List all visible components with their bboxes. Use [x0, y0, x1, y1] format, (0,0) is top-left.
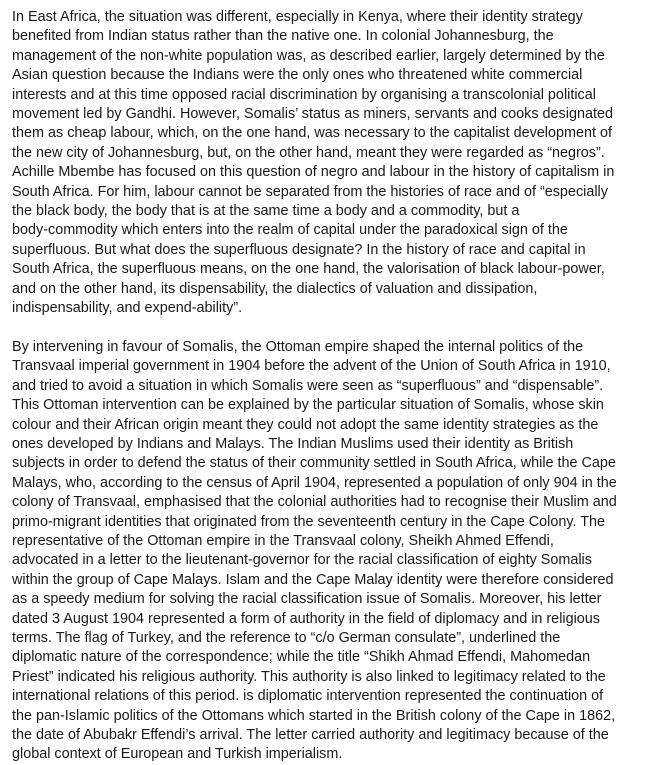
paragraph-ottoman-intervention: By intervening in favour of Somalis, the Ottoman empire shaped the internal politics of the Transvaal imperial government in 1904 before the advent of the Union of South Africa in 1910, and tried to avoid a situation in which Somalis were seen as “superfluous” and “dispensable”. This Ottoman intervention can be explained by the particular situation of Somalis, whose skin colour and their African origin meant they could not adopt the same identity strategies as the ones developed by Indians and Malays. The Indian Muslims used their identity as British subjects in order to defend the status of their community settled in South Africa, while the Cape Malays, who, according to the census of April 1904, represented a population of only 904 in the colony of Transvaal, emphasised that the colonial authorities had to recognise their Muslim and primo-migrant identities that originated from the seventeenth century in the Cape Colony. The representative of the Ottoman empire in the Transvaal colony, Sheikh Ahmed Effendi, advocated in a letter to the lieutenant-governor for the racial classification of eighty Somalis within the group of Cape Malays. Islam and the Cape Malay identity were therefore considered as a speedy medium for solving the racial classification issue of Somalis. Moreover, his letter dated 3 August 1904 represented a form of authority in the field of diplomacy and in religious terms. The flag of Turkey, and the reference to “c/o German consulate”, underlined the diplomatic nature of the correspondence; while the title “Shikh Ahmad Effendi, Mahomedan Priest” indicated his religious authority. This authority is also linked to legitimacy related to the international relations of this period. is diplomatic intervention represented the continuation of the pan-Islamic politics of the Ottomans which started in the British colony of the Cape in 1862, the date of Abubakr Effendi’s arrival. The letter carried authority and legitimacy because of the global context of European and Turkish imperialism.: [12, 338, 617, 763]
paragraph-east-africa: In East Africa, the situation was different, especially in Kenya, where their identity strategy benefited from Indian status rather than the native one. In colonial Johannesburg, the management of the non-white population was, as described earlier, largely determined by the Asian question because the Indians were the only ones who threatened white commercial interests and at this time opposed racial discrimination by organising a transcolonial political movement led by Gandhi. However, Somalis’ status as miners, servants and cooks designated them as cheap labour, which, on the one hand, was necessary to the capitalist development of the new city of Johannesburg, but, on the other hand, meant they were regarded as “negros”. Achille Mbembe has focused on this question of negro and labour in the history of capitalism in South Africa. For him, labour cannot be separated from the histories of race and of “especially the black body, the body that is at the same time a body and a commodity, but a body-commodity which enters into the realm of capital under the paradoxical sign of the superfluous. But what does the superfluous designate? In the history of race and capital in South Africa, the superfluous means, on the one hand, the valorisation of black labour-power, and on the other hand, its dispensability, the dialectics of valuation and dissipation, indispensability, and expend-ability”.: [12, 9, 615, 317]
